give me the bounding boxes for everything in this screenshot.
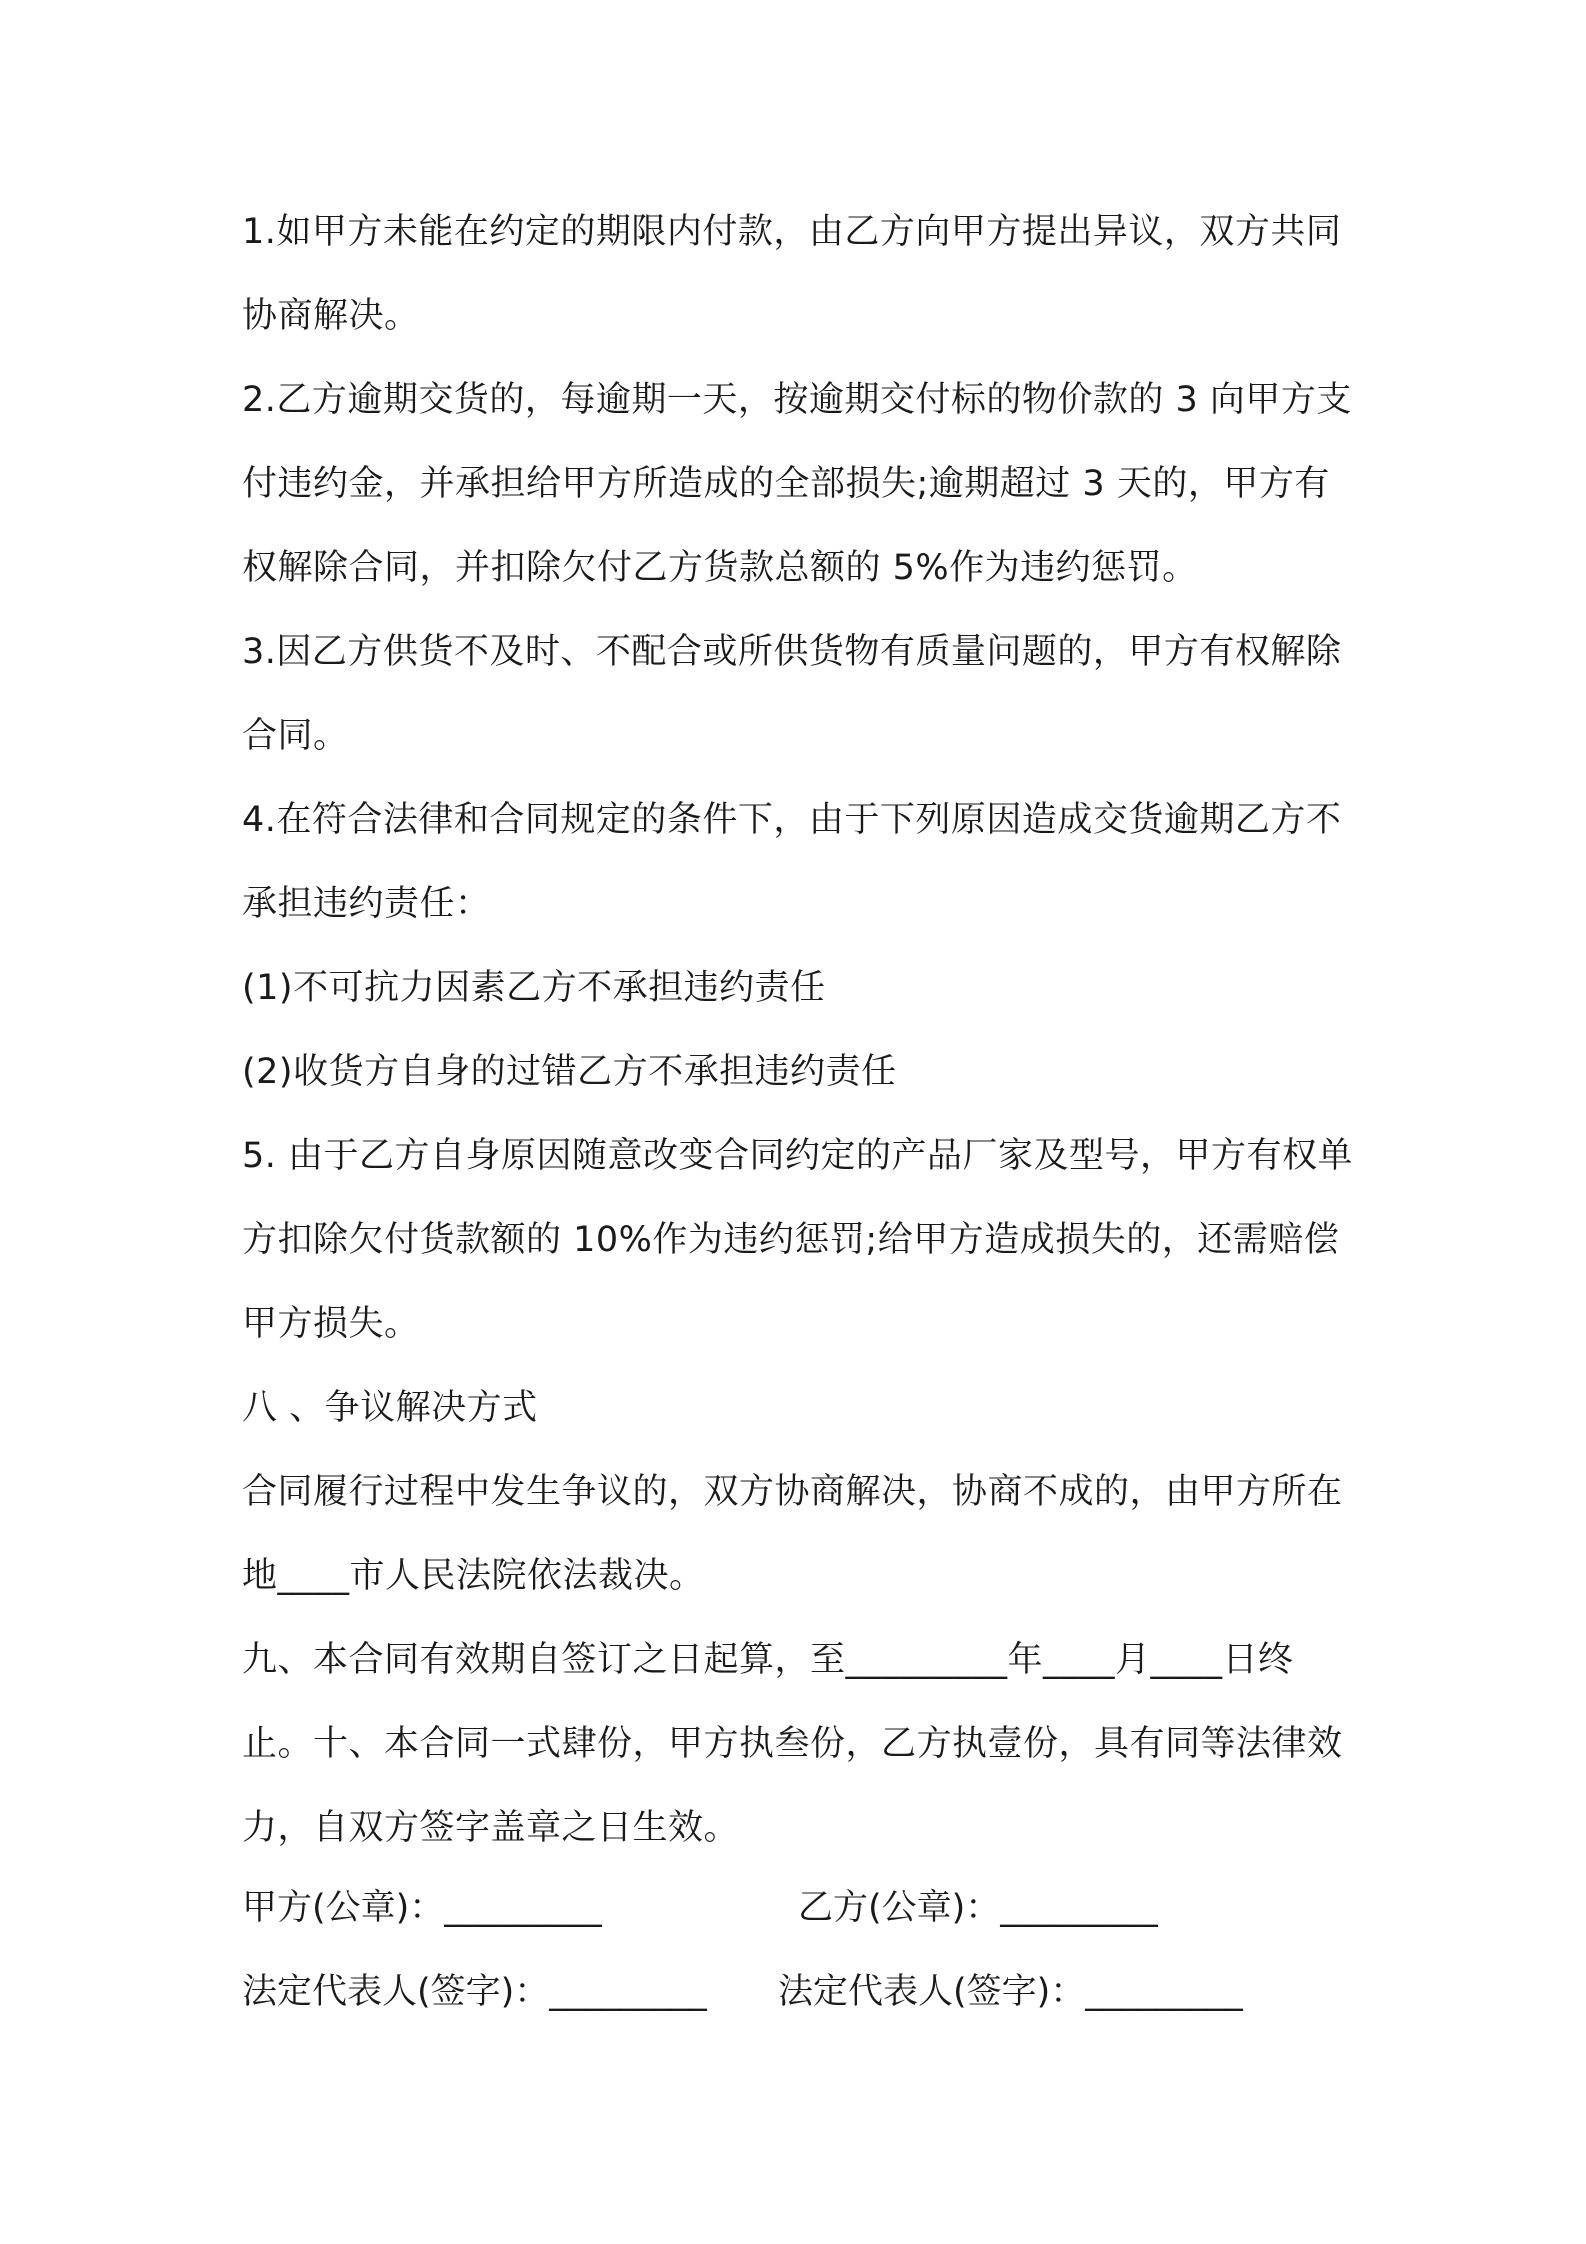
party-a-seal-line: 甲方(公章)：_________ [242,1888,602,1928]
clause-4-item-1: (1)不可抗力因素乙方不承担违约责任 [242,968,826,1008]
contract-body [242,190,1362,1870]
party-a-representative-line: 法定代表人(签字)：_________ [242,1972,707,2012]
clause-4: 4.在符合法律和合同规定的条件下，由于下列原因造成交货逾期乙方不承担违约责任： [242,800,1342,924]
section-heading-dispute: 八 、争议解决方式 [242,1388,538,1428]
clause-3: 3.因乙方供货不及时、不配合或所供货物有质量问题的，甲方有权解除合同。 [242,632,1342,756]
clause-2: 2.乙方逾期交货的，每逾期一天，按逾期交付标的物价款的 3 向甲方支付违约金，并承担给甲方所造成的全部损失;逾期超过 3 天的，甲方有权解除合同，并扣除欠付乙方货款总额的 5%作为违约惩罚。 [242,380,1352,588]
party-b-seal-line: 乙方(公章)：_________ [798,1888,1158,1928]
clause-4-item-2: (2)收货方自身的过错乙方不承担违约责任 [242,1052,897,1092]
dispute-clause: 合同履行过程中发生争议的，双方协商解决，协商不成的，由甲方所在地____市人民法院依法裁决。 [242,1472,1343,1596]
validity-clause: 九、本合同有效期自签订之日起算，至_________年____月____日终止。十、本合同一式肆份，甲方执叁份，乙方执壹份，具有同等法律效力，自双方签字盖章之日生效。 [242,1640,1343,1848]
party-b-representative-line: 法定代表人(签字)：_________ [778,1972,1243,2012]
clause-1: 1.如甲方未能在约定的期限内付款，由乙方向甲方提出异议，双方共同协商解决。 [242,212,1342,336]
clause-5: 5. 由于乙方自身原因随意改变合同约定的产品厂家及型号，甲方有权单方扣除欠付货款额的 10%作为违约惩罚;给甲方造成损失的，还需赔偿甲方损失。 [242,1136,1354,1344]
